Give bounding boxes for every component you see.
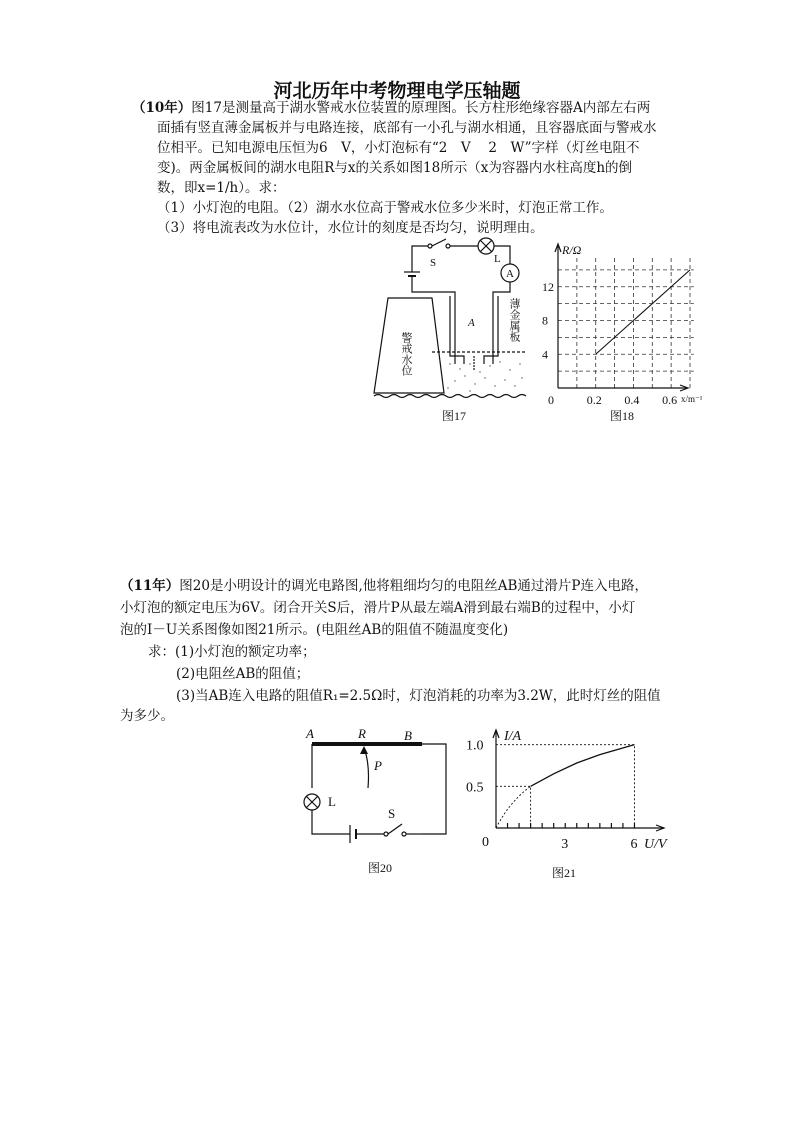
fig17-switch-label: S <box>430 257 437 269</box>
figure-20 <box>296 724 466 884</box>
fig17-caption: 图17 <box>442 409 467 423</box>
q2-line-1: 小灯泡的额定电压为6V。闭合开关S后，滑片P从最左端A滑到最右端B的过程中，小灯 <box>120 600 636 616</box>
figure-21-chart <box>466 726 684 886</box>
fig17-ammeter-label: A <box>506 268 514 280</box>
fig18-series-line <box>596 270 690 354</box>
figure-17 <box>370 236 530 426</box>
q2-line-2: 泡的I－U关系图像如图21所示。(电阻丝AB的阻值不随温度变化) <box>120 622 509 638</box>
fig21-ylabel: I/A <box>504 729 522 744</box>
fig20-p: P <box>374 758 382 773</box>
fig18-xtick: 0.4 <box>624 393 640 407</box>
q2-year: （11年） <box>120 578 180 594</box>
fig21-ytick: 1.0 <box>466 738 484 754</box>
fig17-lamp-label: L <box>494 253 501 265</box>
q1-line-6: （3）将电流表改为水位计，水位计的刻度是否均匀，说明理由。 <box>157 220 544 236</box>
q2-sub3: (3)当AB连入电路的阻值R₁=2.5Ω时，灯泡消耗的功率为3.2W，此时灯丝的阻值 <box>176 688 661 704</box>
fig21-dashed-origin-curve <box>496 786 531 828</box>
fig21-series-curve <box>531 745 635 787</box>
q2-sub3b: 为多少。 <box>120 708 174 724</box>
fig20-caption: 图20 <box>368 861 393 875</box>
q2-line-0: 图20是小明设计的调光电路图,他将粗细均匀的电阻丝AB通过滑片P连入电路， <box>179 578 649 594</box>
fig21-caption: 图21 <box>552 866 577 880</box>
page-title: 河北历年中考物理电学压轴题 <box>273 80 521 102</box>
fig18-ytick: 4 <box>542 347 548 362</box>
fig18-ytick: 8 <box>542 313 548 328</box>
fig18-xtick: 0.2 <box>586 393 602 407</box>
fig18-ytick: 12 <box>542 279 554 294</box>
fig20-b: B <box>404 728 412 743</box>
fig21-guide-05 <box>496 786 531 828</box>
q1-line-2: 位相平。已知电源电压恒为6 V，小灯泡标有“2 V 2 W”字样（灯丝电阻不 <box>157 140 640 156</box>
fig21-xtick: 3 <box>561 837 569 852</box>
q2-ask: 求：(1)小灯泡的额定功率； <box>148 644 316 660</box>
fig18-xtick: 0.6 <box>662 393 678 407</box>
q1-line-1: 面插有竖直薄金属板并与电路连接，底部有一小孔与湖水相通，且容器底面与警戒水 <box>157 120 657 136</box>
fig18-ylabel: R/Ω <box>562 243 582 257</box>
q1-line-0: 图17是测量高于湖水警戒水位装置的原理图。长方柱形绝缘容器A内部左右两 <box>191 100 651 116</box>
fig17-plate-label: 薄金属板 <box>508 298 520 342</box>
fig18-origin: 0 <box>548 393 554 407</box>
fig21-xtick: 6 <box>630 837 638 852</box>
q1-line-5: （1）小灯泡的电阻。（2）湖水水位高于警戒水位多少米时，灯泡正常工作。 <box>157 200 613 216</box>
q1-text <box>132 98 650 118</box>
q1-year: （10年） <box>132 100 192 116</box>
fig18-xlabel: x/m⁻¹ <box>681 394 703 404</box>
fig20-a: A <box>306 726 314 741</box>
fig20-s: S <box>388 806 396 821</box>
figure-18-chart <box>536 238 716 428</box>
fig21-xlabel: U/V <box>644 837 667 852</box>
q1-line-4: 数，即x=1/h）。求： <box>157 180 286 196</box>
fig17-container-label: A <box>468 317 475 329</box>
q2-text <box>120 576 648 596</box>
fig18-caption: 图18 <box>610 409 635 423</box>
fig21-origin: 0 <box>482 835 489 850</box>
q2-sub2: (2)电阻丝AB的阻值； <box>176 666 310 682</box>
fig21-ytick: 0.5 <box>466 780 484 796</box>
fig20-r: R <box>358 726 366 741</box>
fig20-l: L <box>328 794 336 809</box>
q1-line-3: 变)。两金属板间的湖水电阻R与x的关系如图18所示（x为容器内水柱高度h的倒 <box>157 160 633 176</box>
fig17-warning-label: 警戒水位 <box>400 332 412 376</box>
